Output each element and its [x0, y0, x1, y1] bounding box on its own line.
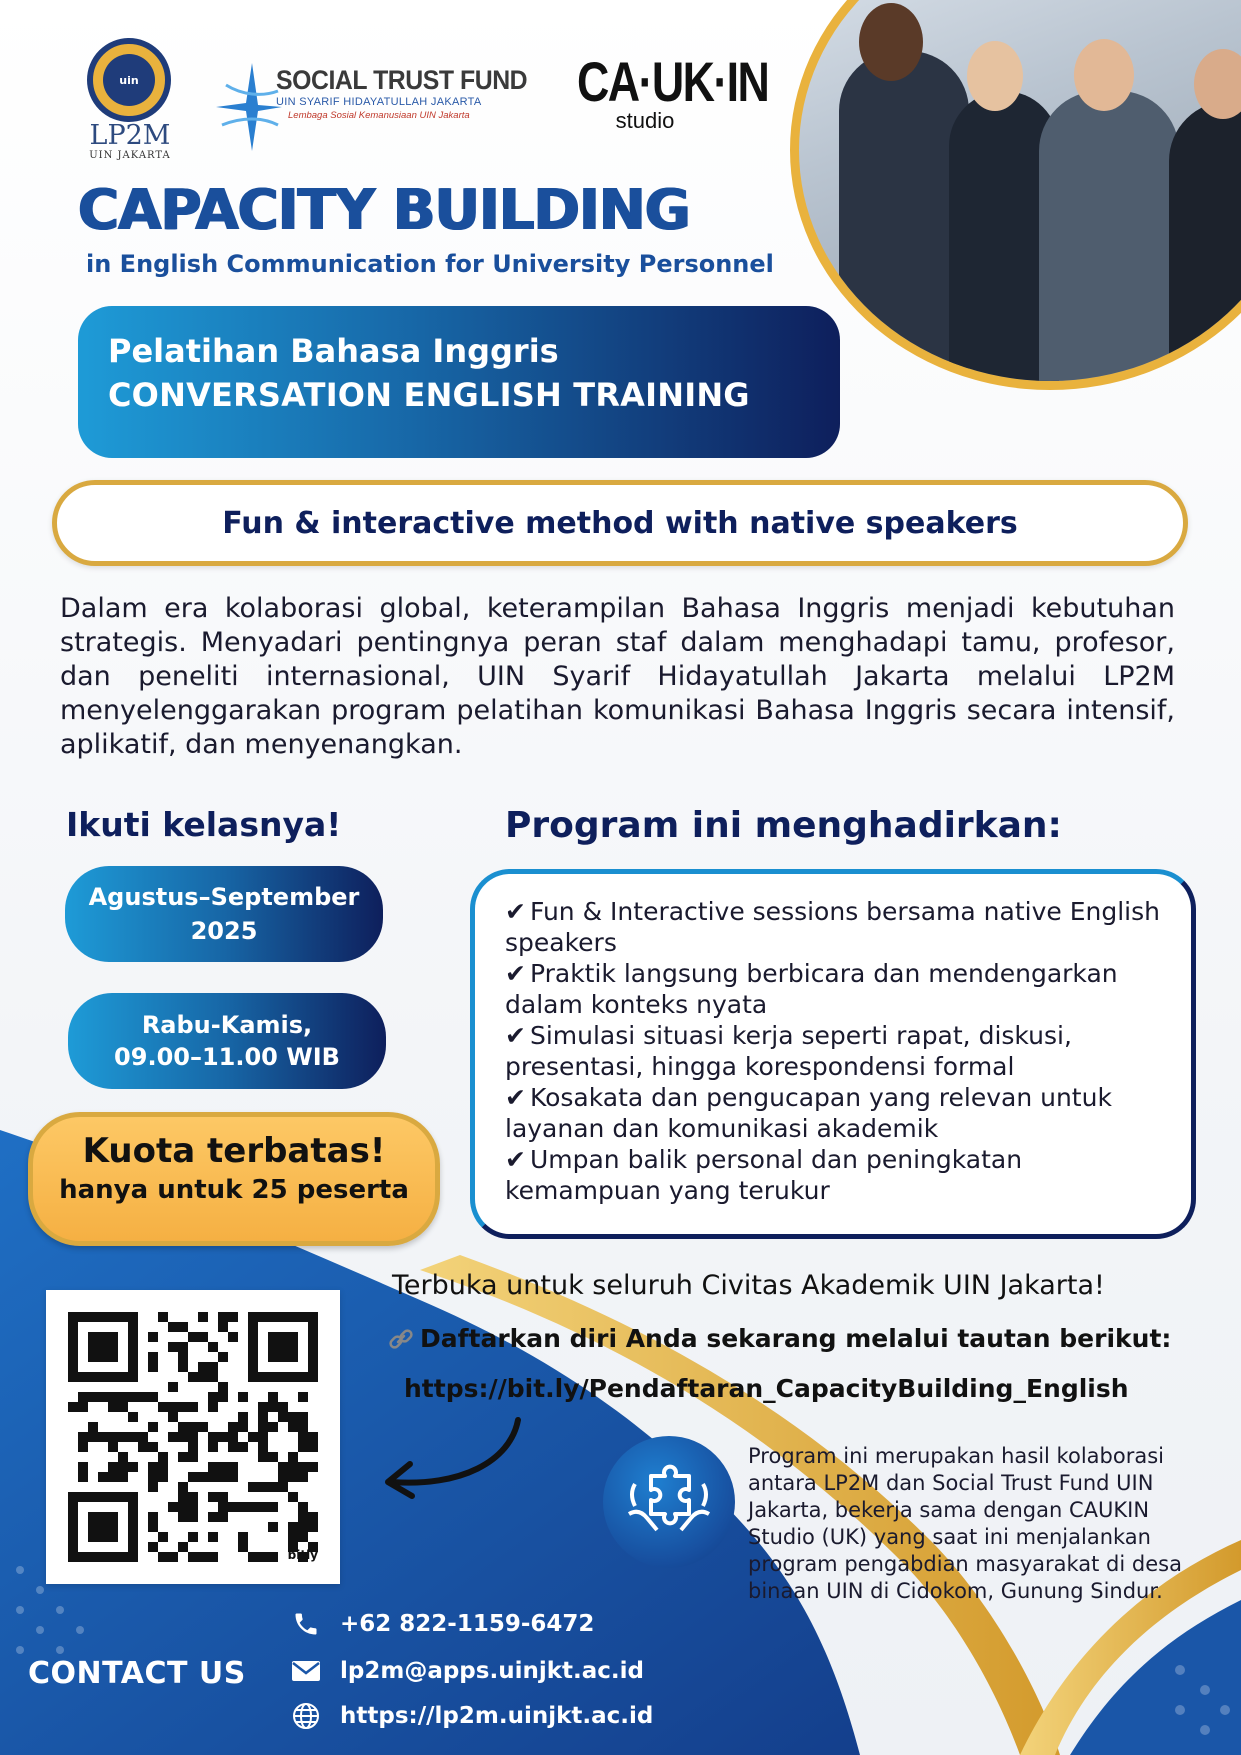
schedule-heading: Ikuti kelasnya!	[66, 805, 342, 844]
program-heading: Program ini menghadirkan:	[505, 805, 1062, 846]
list-item	[505, 958, 1161, 1020]
qr-code-pattern	[68, 1312, 318, 1562]
mail-icon	[290, 1655, 322, 1687]
days-line2: 09.00–11.00 WIB	[114, 1043, 340, 1071]
phone-icon	[290, 1608, 322, 1640]
quota-badge	[28, 1112, 440, 1246]
checkmark-icon: ✔	[505, 1083, 526, 1112]
puzzle-hands-icon	[621, 1454, 717, 1550]
list-item-text: Simulasi situasi kerja seperti rapat, diskusi, presentasi, hingga korespondensi formal	[505, 1021, 1072, 1081]
link-icon	[388, 1328, 414, 1350]
list-item	[505, 1144, 1161, 1206]
list-item	[505, 1082, 1161, 1144]
collaboration-puzzle-icon	[603, 1436, 735, 1568]
caukin-sub: studio	[615, 108, 675, 133]
stf-line3: Lembaga Sosial Kemanusiaan UIN Jakarta	[288, 110, 470, 121]
banner-line2: CONVERSATION ENGLISH TRAINING	[108, 376, 750, 414]
arrow-icon	[370, 1412, 530, 1502]
checkmark-icon: ✔	[505, 1021, 526, 1050]
checkmark-icon: ✔	[505, 897, 526, 926]
list-item	[505, 896, 1161, 958]
program-list	[470, 869, 1196, 1239]
caukin-logo	[560, 50, 769, 134]
open-for-text: Terbuka untuk seluruh Civitas Akademik UIN Jakarta!	[392, 1270, 1105, 1301]
period-line2: 2025	[190, 917, 258, 945]
training-banner	[78, 306, 840, 458]
list-item-text: Umpan balik personal dan peningkatan kemampuan yang terukur	[505, 1145, 1023, 1205]
contact-phone[interactable]	[290, 1608, 594, 1640]
lp2m-badge-text: uin	[103, 54, 155, 106]
contact-us-label: CONTACT US	[28, 1656, 246, 1691]
tagline-box	[52, 480, 1188, 566]
collaboration-text: Program ini merupakan hasil kolaborasi antara LP2M dan Social Trust Fund UIN Jakarta, bekerja sama dengan CAUKIN Studio (UK) yang saat ini menjalankan program pengabdian masyarakat di desa binaan UIN di Cidokom, Gunung Sindur.	[748, 1444, 1182, 1603]
business-people-photo	[790, 0, 1241, 390]
caukin-title: CA·UK·IN	[577, 50, 769, 113]
checkmark-icon: ✔	[505, 959, 526, 988]
quota-detail: hanya untuk 25 peserta	[59, 1175, 409, 1205]
contact-email-text: lp2m@apps.uinjkt.ac.id	[340, 1658, 644, 1684]
bitly-label: bitly	[287, 1548, 318, 1562]
contact-email[interactable]	[290, 1655, 644, 1687]
tagline-text: Fun & interactive method with native speakers	[222, 505, 1018, 541]
list-item-text: Fun & Interactive sessions bersama native English speakers	[505, 897, 1160, 957]
contact-website-text: https://lp2m.uinjkt.ac.id	[340, 1703, 654, 1729]
globe-icon	[290, 1700, 322, 1732]
list-item-text: Kosakata dan pengucapan yang relevan untuk layanan dan komunikasi akademik	[505, 1083, 1112, 1143]
intro-paragraph: Dalam era kolaborasi global, keterampilan Bahasa Inggris menjadi kebutuhan strategis. Menyadari pentingnya peran staf dalam menghadapi tamu, profesor, dan peneliti internasional, UIN Syarif Hidayatullah Jakarta melalui LP2M menyelenggarakan program pelatihan komunikasi Bahasa Inggris secara intensif, aplikatif, dan menyenangkan.	[60, 593, 1175, 760]
star-icon	[212, 55, 282, 155]
days-line1: Rabu-Kamis,	[141, 1011, 313, 1039]
lp2m-logo-sub: UIN JAKARTA	[89, 150, 171, 161]
register-cta-text: Daftarkan diri Anda sekarang melalui tautan berikut:	[420, 1324, 1172, 1353]
social-trust-fund-logo	[212, 55, 532, 155]
contact-website[interactable]	[290, 1700, 653, 1732]
page-subtitle: in English Communication for University Personnel	[86, 250, 774, 278]
checkmark-icon: ✔	[505, 1145, 526, 1174]
banner-line1: Pelatihan Bahasa Inggris	[108, 332, 559, 370]
register-cta	[388, 1324, 1171, 1353]
lp2m-logo-name: LP2M	[89, 120, 171, 151]
contact-phone-text: +62 822-1159-6472	[340, 1611, 595, 1637]
quota-title: Kuota terbatas!	[82, 1131, 386, 1171]
stf-title: SOCIAL TRUST FUND	[276, 65, 528, 95]
period-line1: Agustus–September	[88, 883, 360, 911]
qr-code[interactable]	[46, 1290, 340, 1584]
stf-line2: UIN SYARIF HIDAYATULLAH JAKARTA	[276, 96, 482, 108]
list-item	[505, 1020, 1161, 1082]
registration-link[interactable]: https://bit.ly/Pendaftaran_CapacityBuilding_English	[404, 1374, 1129, 1403]
days-pill	[68, 993, 386, 1089]
lp2m-emblem	[87, 38, 171, 122]
page-title: CAPACITY BUILDING	[78, 178, 690, 243]
lp2m-logo	[75, 38, 185, 161]
list-item-text: Praktik langsung berbicara dan mendengarkan dalam konteks nyata	[505, 959, 1118, 1019]
period-pill	[65, 866, 383, 962]
